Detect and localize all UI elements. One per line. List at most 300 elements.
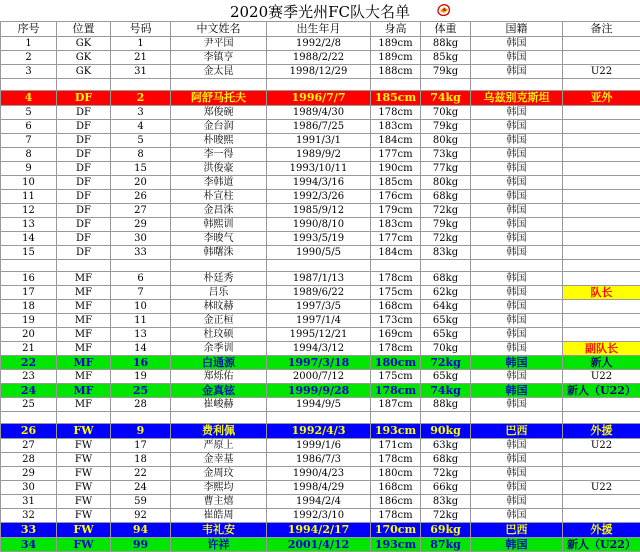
birthdate-cell: 1999/1/6 xyxy=(267,439,371,453)
birthdate-cell: 1990/4/23 xyxy=(267,467,371,481)
height-cell: 187cm xyxy=(371,398,421,412)
nationality-cell: 韩国 xyxy=(471,106,563,120)
number-cell: 24 xyxy=(1,384,57,398)
position-cell: FW xyxy=(57,481,111,495)
nationality-cell: 韩国 xyxy=(471,370,563,384)
number-cell: 7 xyxy=(1,134,57,148)
nationality-cell: 韩国 xyxy=(471,204,563,218)
nationality-cell: 韩国 xyxy=(471,190,563,204)
name-cell: 李韩道 xyxy=(171,176,267,190)
nationality-cell: 巴西 xyxy=(471,523,563,538)
birthdate-cell: 1992/3/26 xyxy=(267,190,371,204)
note-cell: U22 xyxy=(563,439,640,453)
weight-cell: 72kg xyxy=(421,356,471,370)
nationality-cell: 韩国 xyxy=(471,162,563,176)
jersey-cell xyxy=(111,260,171,272)
position-cell: FW xyxy=(57,439,111,453)
position-cell xyxy=(57,260,111,272)
position-cell xyxy=(57,412,111,424)
height-cell: 178cm xyxy=(371,509,421,523)
name-cell: 吕乐 xyxy=(171,286,267,300)
nationality-cell: 韩国 xyxy=(471,286,563,300)
number-cell: 34 xyxy=(1,538,57,552)
height-cell: 185cm xyxy=(371,176,421,190)
weight-cell: 83kg xyxy=(421,246,471,260)
note-cell xyxy=(563,120,640,134)
jersey-cell: 25 xyxy=(111,384,171,398)
name-cell xyxy=(171,79,267,91)
note-cell xyxy=(563,148,640,162)
nationality-cell: 韩国 xyxy=(471,538,563,552)
player-row xyxy=(1,342,640,356)
birthdate-cell: 1994/3/12 xyxy=(267,342,371,356)
number-cell: 4 xyxy=(1,91,57,106)
note-cell xyxy=(563,246,640,260)
jersey-cell: 1 xyxy=(111,37,171,51)
nationality-cell: 韩国 xyxy=(471,509,563,523)
header-cell: 身高 xyxy=(371,22,421,37)
nationality-cell: 韩国 xyxy=(471,384,563,398)
name-cell: 朴晙熙 xyxy=(171,134,267,148)
name-cell: 杜玟硕 xyxy=(171,328,267,342)
weight-cell: 88kg xyxy=(421,37,471,51)
birthdate-cell: 1996/7/7 xyxy=(267,91,371,106)
birthdate-cell: 2000/7/12 xyxy=(267,370,371,384)
height-cell: 171cm xyxy=(371,439,421,453)
player-row xyxy=(1,232,640,246)
position-cell: DF xyxy=(57,106,111,120)
name-cell: 金幸基 xyxy=(171,453,267,467)
position-cell: DF xyxy=(57,91,111,106)
height-cell xyxy=(371,412,421,424)
position-cell: MF xyxy=(57,300,111,314)
header-cell: 中文姓名 xyxy=(171,22,267,37)
birthdate-cell: 1991/3/1 xyxy=(267,134,371,148)
number-cell: 14 xyxy=(1,232,57,246)
position-cell: DF xyxy=(57,120,111,134)
jersey-cell: 24 xyxy=(111,481,171,495)
birthdate-cell xyxy=(267,260,371,272)
number-cell: 6 xyxy=(1,120,57,134)
note-cell: U22 xyxy=(563,65,640,79)
name-cell: 阿舒马托夫 xyxy=(171,91,267,106)
nationality-cell: 韩国 xyxy=(471,398,563,412)
weight-cell: 70kg xyxy=(421,342,471,356)
spacer-row xyxy=(1,79,640,91)
height-cell: 184cm xyxy=(371,134,421,148)
number-cell: 33 xyxy=(1,523,57,538)
weight-cell: 72kg xyxy=(421,232,471,246)
note-cell: 新人（U22） xyxy=(563,384,640,398)
name-cell: 朴宣柱 xyxy=(171,190,267,204)
height-cell: 178cm xyxy=(371,106,421,120)
weight-cell: 79kg xyxy=(421,218,471,232)
number-cell: 16 xyxy=(1,272,57,286)
jersey-cell: 17 xyxy=(111,439,171,453)
weight-cell: 68kg xyxy=(421,190,471,204)
name-cell: 曹主熺 xyxy=(171,495,267,509)
number-cell: 8 xyxy=(1,148,57,162)
note-cell: 新人 xyxy=(563,356,640,370)
name-cell: 费利佩 xyxy=(171,424,267,439)
jersey-cell: 15 xyxy=(111,162,171,176)
birthdate-cell: 1998/12/29 xyxy=(267,65,371,79)
note-cell xyxy=(563,176,640,190)
number-cell: 28 xyxy=(1,453,57,467)
nationality-cell: 韩国 xyxy=(471,342,563,356)
player-row xyxy=(1,272,640,286)
jersey-cell: 7 xyxy=(111,286,171,300)
spacer-row xyxy=(1,260,640,272)
number-cell xyxy=(1,412,57,424)
number-cell: 20 xyxy=(1,328,57,342)
number-cell: 3 xyxy=(1,65,57,79)
position-cell xyxy=(57,79,111,91)
nationality-cell: 韩国 xyxy=(471,218,563,232)
header-cell: 国籍 xyxy=(471,22,563,37)
weight-cell: 65kg xyxy=(421,370,471,384)
name-cell: 余季训 xyxy=(171,342,267,356)
jersey-cell: 20 xyxy=(111,176,171,190)
jersey-cell: 92 xyxy=(111,509,171,523)
birthdate-cell: 1997/1/4 xyxy=(267,314,371,328)
player-row xyxy=(1,467,640,481)
jersey-cell: 19 xyxy=(111,370,171,384)
birthdate-cell: 1993/10/11 xyxy=(267,162,371,176)
header-cell: 备注 xyxy=(563,22,640,37)
birthdate-cell: 1995/12/21 xyxy=(267,328,371,342)
player-row xyxy=(1,176,640,190)
nationality-cell: 韩国 xyxy=(471,453,563,467)
weight-cell: 68kg xyxy=(421,453,471,467)
position-cell: MF xyxy=(57,272,111,286)
position-cell: DF xyxy=(57,232,111,246)
name-cell: 金太昆 xyxy=(171,65,267,79)
jersey-cell: 27 xyxy=(111,204,171,218)
weight-cell: 65kg xyxy=(421,314,471,328)
jersey-cell: 22 xyxy=(111,467,171,481)
birthdate-cell: 1986/7/3 xyxy=(267,453,371,467)
number-cell: 1 xyxy=(1,37,57,51)
height-cell: 177cm xyxy=(371,232,421,246)
jersey-cell: 18 xyxy=(111,453,171,467)
nationality-cell xyxy=(471,412,563,424)
number-cell: 17 xyxy=(1,286,57,300)
nationality-cell xyxy=(471,260,563,272)
birthdate-cell: 1992/4/3 xyxy=(267,424,371,439)
player-row xyxy=(1,120,640,134)
name-cell: 金真铉 xyxy=(171,384,267,398)
weight-cell: 80kg xyxy=(421,134,471,148)
weight-cell: 63kg xyxy=(421,439,471,453)
title-row xyxy=(0,0,640,21)
number-cell: 18 xyxy=(1,300,57,314)
birthdate-cell: 1994/2/17 xyxy=(267,523,371,538)
note-cell: 外援 xyxy=(563,523,640,538)
height-cell: 180cm xyxy=(371,356,421,370)
weight-cell: 83kg xyxy=(421,495,471,509)
nationality-cell: 韩国 xyxy=(471,176,563,190)
weight-cell: 68kg xyxy=(421,272,471,286)
birthdate-cell: 1992/3/10 xyxy=(267,509,371,523)
name-cell: 金昌洙 xyxy=(171,204,267,218)
number-cell: 22 xyxy=(1,356,57,370)
jersey-cell: 11 xyxy=(111,314,171,328)
height-cell: 177cm xyxy=(371,148,421,162)
player-row xyxy=(1,328,640,342)
page-title: 2020赛季光州FC队大名单 xyxy=(0,1,640,22)
player-row xyxy=(1,453,640,467)
position-cell: DF xyxy=(57,176,111,190)
jersey-cell: 21 xyxy=(111,51,171,65)
note-cell: 新人（U22） xyxy=(563,538,640,552)
nationality-cell: 韩国 xyxy=(471,300,563,314)
weight-cell: 73kg xyxy=(421,148,471,162)
nationality-cell: 韩国 xyxy=(471,272,563,286)
note-cell: U22 xyxy=(563,370,640,384)
nationality-cell: 韩国 xyxy=(471,328,563,342)
position-cell: MF xyxy=(57,384,111,398)
position-cell: FW xyxy=(57,467,111,481)
nationality-cell: 韩国 xyxy=(471,439,563,453)
club-crest-icon xyxy=(436,2,452,18)
player-row xyxy=(1,538,640,552)
height-cell: 189cm xyxy=(371,37,421,51)
number-cell: 5 xyxy=(1,106,57,120)
note-cell xyxy=(563,412,640,424)
jersey-cell: 59 xyxy=(111,495,171,509)
header-row xyxy=(1,22,640,37)
weight-cell: 64kg xyxy=(421,300,471,314)
birthdate-cell: 1989/9/2 xyxy=(267,148,371,162)
weight-cell xyxy=(421,260,471,272)
player-row xyxy=(1,51,640,65)
nationality-cell: 乌兹别克斯坦 xyxy=(471,91,563,106)
position-cell: FW xyxy=(57,523,111,538)
position-cell: GK xyxy=(57,65,111,79)
birthdate-cell: 1992/2/8 xyxy=(267,37,371,51)
position-cell: MF xyxy=(57,342,111,356)
birthdate-cell: 2001/4/12 xyxy=(267,538,371,552)
nationality-cell xyxy=(471,79,563,91)
name-cell: 金周玟 xyxy=(171,467,267,481)
number-cell: 23 xyxy=(1,370,57,384)
name-cell: 崔皓周 xyxy=(171,509,267,523)
height-cell: 190cm xyxy=(371,162,421,176)
nationality-cell: 韩国 xyxy=(471,37,563,51)
birthdate-cell: 1989/4/30 xyxy=(267,106,371,120)
name-cell: 李熙均 xyxy=(171,481,267,495)
weight-cell: 87kg xyxy=(421,538,471,552)
number-cell: 2 xyxy=(1,51,57,65)
birthdate-cell: 1994/2/4 xyxy=(267,495,371,509)
height-cell: 185cm xyxy=(371,91,421,106)
player-row xyxy=(1,370,640,384)
jersey-cell xyxy=(111,79,171,91)
height-cell: 179cm xyxy=(371,204,421,218)
weight-cell: 90kg xyxy=(421,424,471,439)
note-cell: 外援 xyxy=(563,424,640,439)
jersey-cell: 2 xyxy=(111,91,171,106)
birthdate-cell: 1990/8/10 xyxy=(267,218,371,232)
birthdate-cell: 1985/9/12 xyxy=(267,204,371,218)
header-cell: 位置 xyxy=(57,22,111,37)
position-cell: DF xyxy=(57,190,111,204)
player-row xyxy=(1,37,640,51)
name-cell xyxy=(171,412,267,424)
player-row xyxy=(1,314,640,328)
weight-cell: 74kg xyxy=(421,384,471,398)
note-cell xyxy=(563,328,640,342)
jersey-cell: 99 xyxy=(111,538,171,552)
player-row xyxy=(1,398,640,412)
position-cell: FW xyxy=(57,509,111,523)
name-cell: 李一得 xyxy=(171,148,267,162)
number-cell xyxy=(1,260,57,272)
note-cell xyxy=(563,37,640,51)
nationality-cell: 韩国 xyxy=(471,232,563,246)
player-row xyxy=(1,481,640,495)
name-cell: 郑俊碗 xyxy=(171,106,267,120)
height-cell: 188cm xyxy=(371,65,421,79)
header-cell: 体重 xyxy=(421,22,471,37)
weight-cell xyxy=(421,412,471,424)
nationality-cell: 韩国 xyxy=(471,148,563,162)
position-cell: DF xyxy=(57,162,111,176)
player-row xyxy=(1,65,640,79)
jersey-cell: 33 xyxy=(111,246,171,260)
number-cell: 32 xyxy=(1,509,57,523)
number-cell: 12 xyxy=(1,204,57,218)
position-cell: DF xyxy=(57,246,111,260)
height-cell: 178cm xyxy=(371,272,421,286)
number-cell: 15 xyxy=(1,246,57,260)
note-cell xyxy=(563,232,640,246)
roster-body xyxy=(1,22,640,552)
note-cell: 亚外 xyxy=(563,91,640,106)
header-cell: 号码 xyxy=(111,22,171,37)
number-cell: 9 xyxy=(1,162,57,176)
jersey-cell xyxy=(111,412,171,424)
height-cell: 189cm xyxy=(371,51,421,65)
weight-cell: 69kg xyxy=(421,523,471,538)
position-cell: MF xyxy=(57,286,111,300)
position-cell: GK xyxy=(57,37,111,51)
note-cell xyxy=(563,398,640,412)
player-row xyxy=(1,204,640,218)
position-cell: DF xyxy=(57,134,111,148)
position-cell: MF xyxy=(57,356,111,370)
player-row xyxy=(1,300,640,314)
birthdate-cell: 1997/3/18 xyxy=(267,356,371,370)
header-cell: 出生年月 xyxy=(267,22,371,37)
height-cell: 168cm xyxy=(371,481,421,495)
weight-cell: 79kg xyxy=(421,65,471,79)
weight-cell: 80kg xyxy=(421,176,471,190)
birthdate-cell: 1997/3/5 xyxy=(267,300,371,314)
height-cell: 193cm xyxy=(371,538,421,552)
player-row xyxy=(1,148,640,162)
note-cell xyxy=(563,272,640,286)
jersey-cell: 6 xyxy=(111,272,171,286)
player-row xyxy=(1,439,640,453)
jersey-cell: 13 xyxy=(111,328,171,342)
player-row xyxy=(1,134,640,148)
player-row xyxy=(1,286,640,300)
number-cell: 29 xyxy=(1,467,57,481)
name-cell: 李镇亨 xyxy=(171,51,267,65)
jersey-cell: 3 xyxy=(111,106,171,120)
name-cell: 崔峻赫 xyxy=(171,398,267,412)
height-cell: 186cm xyxy=(371,495,421,509)
height-cell: 184cm xyxy=(371,246,421,260)
number-cell: 30 xyxy=(1,481,57,495)
nationality-cell: 韩国 xyxy=(471,65,563,79)
height-cell: 180cm xyxy=(371,467,421,481)
number-cell: 27 xyxy=(1,439,57,453)
jersey-cell: 31 xyxy=(111,65,171,79)
nationality-cell: 韩国 xyxy=(471,467,563,481)
position-cell: FW xyxy=(57,424,111,439)
height-cell: 175cm xyxy=(371,370,421,384)
roster-table xyxy=(0,21,640,552)
player-row xyxy=(1,246,640,260)
player-row xyxy=(1,218,640,232)
nationality-cell: 巴西 xyxy=(471,424,563,439)
height-cell: 173cm xyxy=(371,314,421,328)
note-cell xyxy=(563,218,640,232)
weight-cell: 85kg xyxy=(421,51,471,65)
position-cell: MF xyxy=(57,328,111,342)
note-cell xyxy=(563,260,640,272)
spacer-row xyxy=(1,412,640,424)
name-cell: 金正桓 xyxy=(171,314,267,328)
weight-cell: 77kg xyxy=(421,162,471,176)
height-cell: 183cm xyxy=(371,218,421,232)
number-cell: 26 xyxy=(1,424,57,439)
player-row xyxy=(1,495,640,509)
name-cell: 韩曙洙 xyxy=(171,246,267,260)
jersey-cell: 4 xyxy=(111,120,171,134)
weight-cell: 62kg xyxy=(421,286,471,300)
note-cell xyxy=(563,204,640,218)
name-cell: 韩熙训 xyxy=(171,218,267,232)
name-cell: 金台润 xyxy=(171,120,267,134)
jersey-cell: 9 xyxy=(111,424,171,439)
position-cell: FW xyxy=(57,453,111,467)
nationality-cell: 韩国 xyxy=(471,120,563,134)
nationality-cell: 韩国 xyxy=(471,246,563,260)
position-cell: MF xyxy=(57,398,111,412)
note-cell xyxy=(563,134,640,148)
number-cell xyxy=(1,79,57,91)
birthdate-cell: 1993/5/19 xyxy=(267,232,371,246)
height-cell: 178cm xyxy=(371,342,421,356)
note-cell xyxy=(563,467,640,481)
name-cell: 尹平国 xyxy=(171,37,267,51)
height-cell xyxy=(371,79,421,91)
header-cell: 序号 xyxy=(1,22,57,37)
name-cell xyxy=(171,260,267,272)
birthdate-cell: 1999/9/28 xyxy=(267,384,371,398)
nationality-cell: 韩国 xyxy=(471,495,563,509)
note-cell xyxy=(563,453,640,467)
weight-cell: 88kg xyxy=(421,398,471,412)
position-cell: DF xyxy=(57,204,111,218)
jersey-cell: 30 xyxy=(111,232,171,246)
player-row xyxy=(1,384,640,398)
note-cell xyxy=(563,162,640,176)
